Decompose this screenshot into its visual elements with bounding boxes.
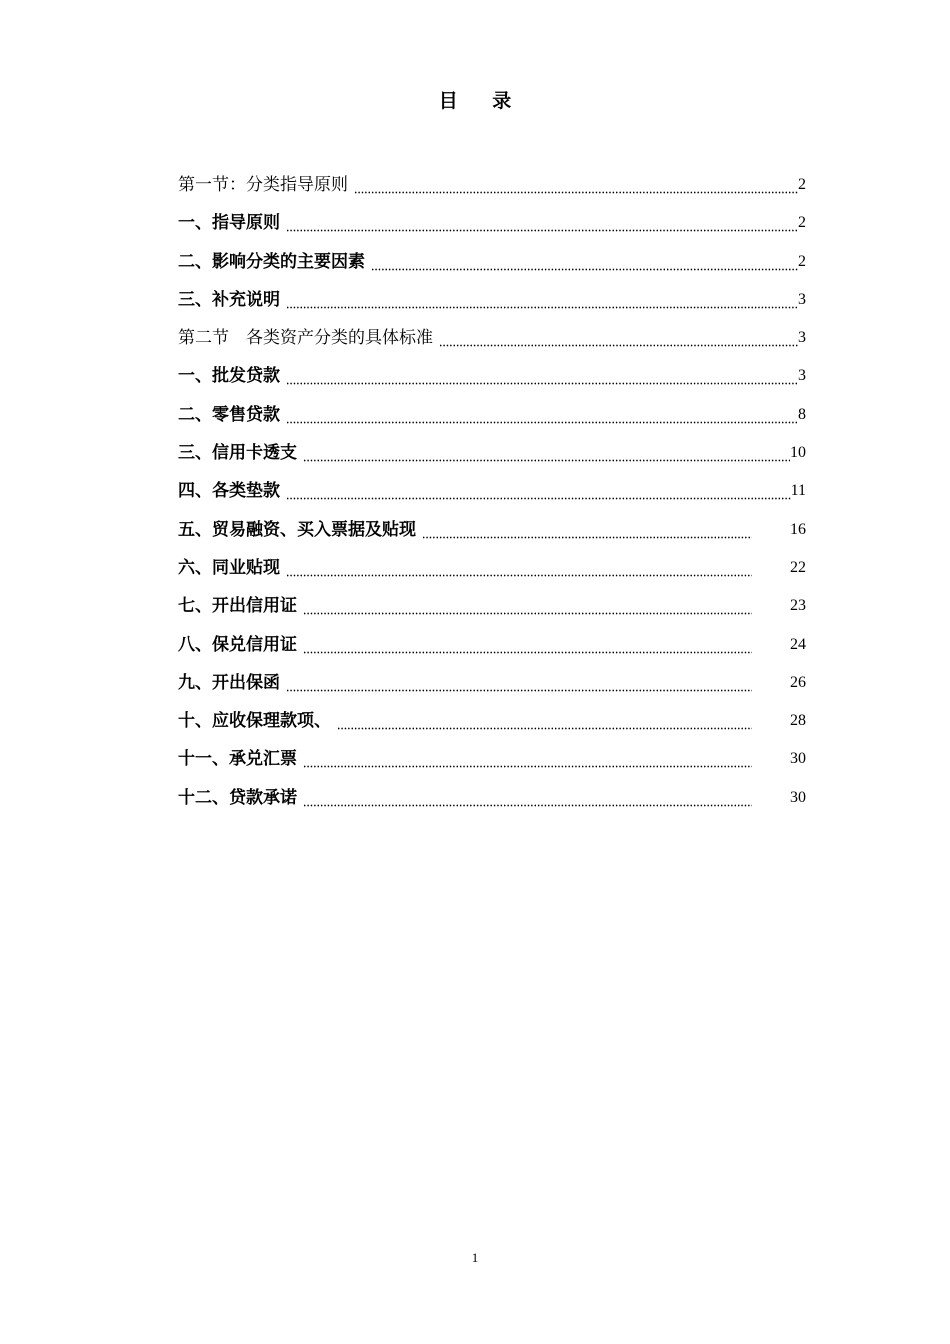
toc-entry-title: 二、影响分类的主要因素 [178, 251, 365, 272]
page-number-footer: 1 [471, 1250, 479, 1265]
toc-entry-title: 十二、贷款承诺 [178, 787, 297, 808]
toc-entry-title: 三、信用卡透支 [178, 443, 297, 464]
toc-entry[interactable] [178, 402, 806, 440]
toc-page-number: 8 [798, 405, 806, 423]
toc-entry[interactable] [178, 325, 806, 363]
toc-entry-title: 第二节 各类资产分类的具体标准 [178, 328, 433, 349]
toc-dot-leader [286, 214, 798, 232]
toc-page-number: 23 [790, 597, 806, 615]
toc-page-number: 30 [790, 788, 806, 806]
page-title: 目 录 [438, 90, 526, 112]
toc-entry-title: 七、开出信用证 [178, 596, 297, 617]
toc-dot-leader [354, 176, 798, 194]
toc-entry[interactable] [178, 593, 806, 631]
toc-dot-leader [422, 521, 752, 539]
toc-entry-title: 一、批发贷款 [178, 366, 280, 387]
toc-page-number: 30 [790, 750, 806, 768]
toc-entry-title: 四、各类垫款 [178, 481, 280, 502]
toc-entry[interactable] [178, 210, 806, 248]
toc-page-number: 3 [798, 329, 806, 347]
toc-dot-leader [286, 674, 752, 692]
toc-page-number: 22 [790, 558, 806, 576]
toc-dot-leader [371, 253, 798, 271]
toc-page-number: 2 [798, 214, 806, 232]
toc-entry[interactable] [178, 478, 806, 516]
toc-page-number: 16 [790, 520, 806, 538]
toc-entry[interactable] [178, 172, 806, 210]
toc-entry-title: 三、补充说明 [178, 289, 280, 310]
toc-page-number: 26 [790, 673, 806, 691]
toc-dot-leader [286, 406, 798, 424]
toc-dot-leader [286, 367, 798, 385]
table-of-contents [178, 172, 806, 823]
toc-dot-leader [286, 291, 798, 309]
toc-page-number: 2 [798, 176, 806, 193]
toc-dot-leader [303, 597, 752, 615]
toc-entry-title: 一、指导原则 [178, 213, 280, 234]
toc-page-number: 3 [798, 367, 806, 385]
toc-entry-title: 六、同业贴现 [178, 557, 280, 578]
toc-dot-leader [303, 750, 752, 768]
toc-page-number: 2 [798, 252, 806, 270]
toc-dot-leader [337, 712, 752, 730]
toc-page-number: 24 [790, 635, 806, 653]
toc-entry-title: 九、开出保函 [178, 672, 280, 693]
toc-entry[interactable] [178, 287, 806, 325]
toc-entry[interactable] [178, 440, 806, 478]
toc-page-number: 28 [790, 712, 806, 730]
toc-entry[interactable] [178, 363, 806, 401]
toc-entry[interactable] [178, 746, 806, 784]
toc-entry-title: 十一、承兑汇票 [178, 749, 297, 770]
toc-entry[interactable] [178, 632, 806, 670]
toc-entry-title: 八、保兑信用证 [178, 634, 297, 655]
toc-dot-leader [303, 444, 790, 462]
toc-dot-leader [303, 789, 752, 807]
toc-entry-title: 十、应收保理款项、 [178, 711, 331, 732]
toc-page-number: 11 [790, 482, 806, 500]
toc-entry[interactable] [178, 785, 806, 823]
toc-entry[interactable] [178, 708, 806, 746]
toc-entry[interactable] [178, 249, 806, 287]
toc-dot-leader [303, 636, 752, 654]
toc-entry-title: 二、零售贷款 [178, 404, 280, 425]
toc-entry-title: 第一节：分类指导原则 [178, 175, 348, 195]
toc-entry-title: 五、贸易融资、买入票据及贴现 [178, 519, 416, 540]
toc-dot-leader [439, 329, 798, 347]
toc-dot-leader [286, 482, 791, 500]
toc-entry[interactable] [178, 517, 806, 555]
toc-dot-leader [286, 559, 752, 577]
toc-entry[interactable] [178, 670, 806, 708]
toc-page-number: 10 [790, 444, 806, 462]
toc-entry[interactable] [178, 555, 806, 593]
toc-page-number: 3 [798, 290, 806, 308]
